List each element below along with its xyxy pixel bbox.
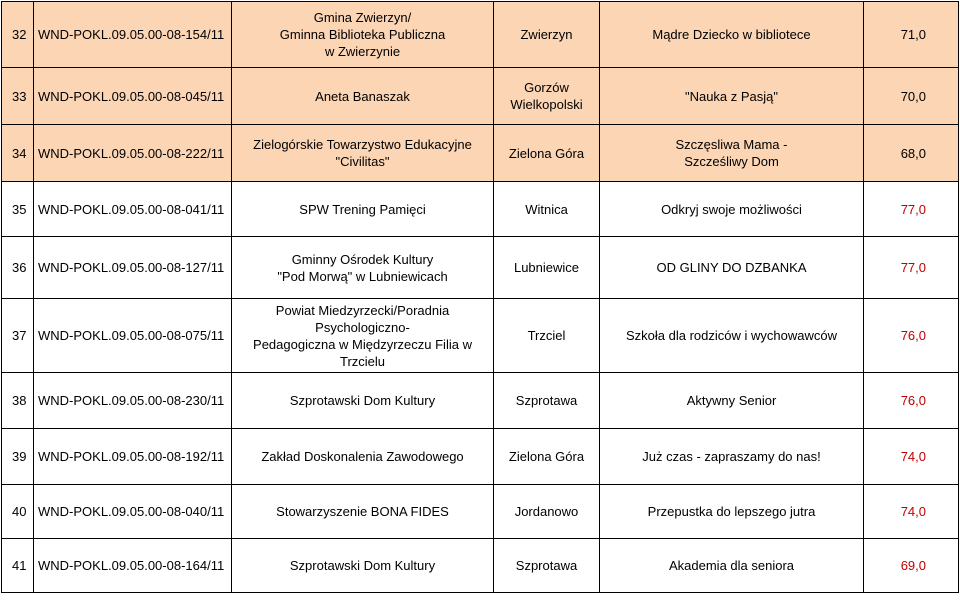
- project-title-cell: Odkryj swoje możliwości: [600, 182, 864, 237]
- application-code-cell: WND-POKL.09.05.00-08-192/11: [34, 429, 232, 485]
- applicant-cell: Zakład Doskonalenia Zawodowego: [232, 429, 494, 485]
- applicant-cell: Gmina Zwierzyn/ Gminna Biblioteka Publiczna w Zwierzynie: [232, 2, 494, 68]
- row-number-cell: 34: [2, 125, 34, 182]
- table-row: [2, 182, 959, 237]
- project-title-cell: Mądre Dziecko w bibliotece: [600, 2, 864, 68]
- row-number-cell: 38: [2, 373, 34, 429]
- score-cell: 74,0: [864, 429, 959, 485]
- city-cell: Zielona Góra: [494, 429, 600, 485]
- project-title-cell: Szczęsliwa Mama - Szcześliwy Dom: [600, 125, 864, 182]
- row-number-cell: 39: [2, 429, 34, 485]
- table-row: [2, 237, 959, 299]
- table-row: [2, 429, 959, 485]
- row-number-cell: 37: [2, 299, 34, 373]
- row-number-cell: 33: [2, 68, 34, 125]
- ranking-table-body: [2, 2, 959, 593]
- city-cell: Gorzów Wielkopolski: [494, 68, 600, 125]
- applicant-cell: Powiat Miedzyrzecki/Poradnia Psychologiczno- Pedagogiczna w Międzyrzeczu Filia w Trzcielu: [232, 299, 494, 373]
- row-number-cell: 40: [2, 485, 34, 539]
- applicant-cell: Aneta Banaszak: [232, 68, 494, 125]
- application-code-cell: WND-POKL.09.05.00-08-127/11: [34, 237, 232, 299]
- application-code-cell: WND-POKL.09.05.00-08-222/11: [34, 125, 232, 182]
- row-number-cell: 41: [2, 539, 34, 593]
- table-row: [2, 373, 959, 429]
- application-code-cell: WND-POKL.09.05.00-08-230/11: [34, 373, 232, 429]
- city-cell: Szprotawa: [494, 373, 600, 429]
- project-title-cell: Aktywny Senior: [600, 373, 864, 429]
- applicant-cell: Stowarzyszenie BONA FIDES: [232, 485, 494, 539]
- row-number-cell: 36: [2, 237, 34, 299]
- applicant-cell: Szprotawski Dom Kultury: [232, 539, 494, 593]
- row-number-cell: 32: [2, 2, 34, 68]
- project-title-cell: "Nauka z Pasją": [600, 68, 864, 125]
- score-cell: 68,0: [864, 125, 959, 182]
- application-code-cell: WND-POKL.09.05.00-08-164/11: [34, 539, 232, 593]
- application-code-cell: WND-POKL.09.05.00-08-154/11: [34, 2, 232, 68]
- applicant-cell: SPW Trening Pamięci: [232, 182, 494, 237]
- city-cell: Zwierzyn: [494, 2, 600, 68]
- city-cell: Witnica: [494, 182, 600, 237]
- city-cell: Zielona Góra: [494, 125, 600, 182]
- table-row: [2, 299, 959, 373]
- table-row: [2, 125, 959, 182]
- score-cell: 69,0: [864, 539, 959, 593]
- score-cell: 70,0: [864, 68, 959, 125]
- city-cell: Lubniewice: [494, 237, 600, 299]
- application-code-cell: WND-POKL.09.05.00-08-075/11: [34, 299, 232, 373]
- score-cell: 77,0: [864, 237, 959, 299]
- ranking-table: [1, 1, 959, 593]
- project-title-cell: Już czas - zapraszamy do nas!: [600, 429, 864, 485]
- applicant-cell: Szprotawski Dom Kultury: [232, 373, 494, 429]
- city-cell: Trzciel: [494, 299, 600, 373]
- table-row: [2, 539, 959, 593]
- score-cell: 77,0: [864, 182, 959, 237]
- applicant-cell: Zielogórskie Towarzystwo Edukacyjne "Civilitas": [232, 125, 494, 182]
- project-title-cell: Przepustka do lepszego jutra: [600, 485, 864, 539]
- table-row: [2, 2, 959, 68]
- project-title-cell: Szkoła dla rodziców i wychowawców: [600, 299, 864, 373]
- project-title-cell: Akademia dla seniora: [600, 539, 864, 593]
- application-code-cell: WND-POKL.09.05.00-08-041/11: [34, 182, 232, 237]
- table-row: [2, 68, 959, 125]
- score-cell: 76,0: [864, 299, 959, 373]
- city-cell: Jordanowo: [494, 485, 600, 539]
- score-cell: 74,0: [864, 485, 959, 539]
- city-cell: Szprotawa: [494, 539, 600, 593]
- score-cell: 71,0: [864, 2, 959, 68]
- project-title-cell: OD GLINY DO DZBANKA: [600, 237, 864, 299]
- score-cell: 76,0: [864, 373, 959, 429]
- row-number-cell: 35: [2, 182, 34, 237]
- table-row: [2, 485, 959, 539]
- applicant-cell: Gminny Ośrodek Kultury "Pod Morwą" w Lubniewicach: [232, 237, 494, 299]
- application-code-cell: WND-POKL.09.05.00-08-045/11: [34, 68, 232, 125]
- application-code-cell: WND-POKL.09.05.00-08-040/11: [34, 485, 232, 539]
